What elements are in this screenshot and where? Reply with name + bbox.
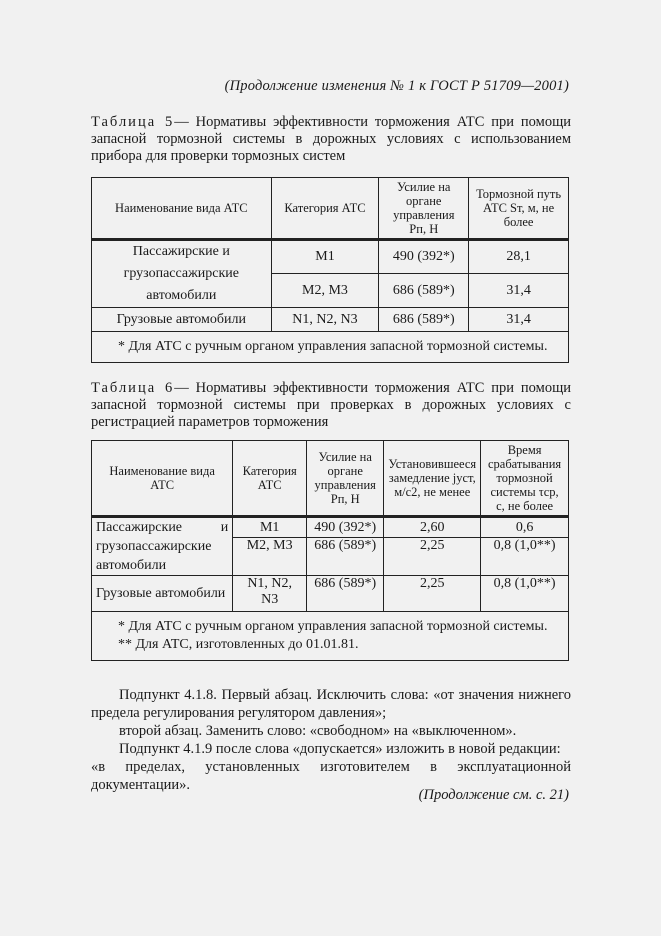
table-row	[92, 308, 569, 332]
table6-row3-force: 686 (589*)	[307, 576, 384, 612]
table6-row2-category: M2, M3	[233, 538, 307, 576]
table6-caption	[91, 380, 571, 431]
amendment-text	[91, 686, 571, 794]
table5-row1-force: 490 (392*)	[379, 240, 469, 274]
table5-row1-name: Пассажирские и грузопассажирские автомобили	[92, 240, 272, 308]
table6-header-row	[92, 441, 569, 517]
table6-row2-time: 0,8 (1,0**)	[481, 538, 569, 576]
table6-header-force: Усилие на органе управления Pп, Н	[307, 441, 384, 517]
paragraph-second: второй абзац. Заменить слово: «свободном» на «выключенном».	[119, 723, 517, 739]
table5-row1-category: M1	[271, 240, 379, 274]
table6-row3-name: Грузовые автомобили	[92, 576, 233, 612]
table5-row2-category: M2, M3	[271, 274, 379, 308]
table6-row1-deceleration: 2,60	[384, 517, 481, 538]
page-footer: (Продолжение см. с. 21)	[418, 787, 569, 803]
table6-note2: ** Для АТС, изготовленных до 01.01.81.	[118, 637, 359, 652]
table6-header-time: Время срабатывания тормозной системы τср, с, не более	[481, 441, 569, 517]
table6-row1-time: 0,6	[481, 517, 569, 538]
table6-header-deceleration: Установившееся замедление jуст, м/с2, не менее	[384, 441, 481, 517]
table5-header-row	[92, 178, 569, 240]
table5-row3-name: Грузовые автомобили	[92, 308, 272, 332]
table5-label: Таблица 5	[91, 114, 175, 130]
page-header: (Продолжение изменения № 1 к ГОСТ Р 51709—2001)	[224, 78, 569, 94]
table6-row3-time: 0,8 (1,0**)	[481, 576, 569, 612]
table6-note-row	[92, 612, 569, 661]
paragraph-4-1-9: Подпункт 4.1.9 после слова «допускается» изложить в новой редакции:	[119, 741, 561, 757]
table5-header-force: Усилие на органе управления Pп, Н	[379, 178, 469, 240]
table5-caption-text: — Нормативы эффективности торможения АТС при помощи запасной тормозной системы в дорожных условиях с использованием прибора для проверки тормозных систем	[91, 114, 572, 164]
table6-row3-deceleration: 2,25	[384, 576, 481, 612]
table6	[91, 440, 569, 661]
table5-row3-force: 686 (589*)	[379, 308, 469, 332]
paragraph-4-1-8: Подпункт 4.1.8. Первый абзац. Исключить слова: «от значения нижнего предела регулирования регулятором давления»;	[91, 687, 571, 721]
table6-row2-force: 686 (589*)	[307, 538, 384, 576]
table5-header-distance: Тормозной путь АТС Sт, м, не более	[469, 178, 569, 240]
table5-row3-category: N1, N2, N3	[271, 308, 379, 332]
table6-row1-category: M1	[233, 517, 307, 538]
table6-row2-deceleration: 2,25	[384, 538, 481, 576]
table6-header-name: Наименование вида АТС	[92, 441, 233, 517]
table6-row1-name: Пассажирские и грузопассажирские автомобили	[92, 517, 233, 576]
table5-row2-force: 686 (589*)	[379, 274, 469, 308]
table5-row3-distance: 31,4	[469, 308, 569, 332]
table6-note1: * Для АТС с ручным органом управления запасной тормозной системы.	[118, 619, 548, 634]
table6-caption-text: — Нормативы эффективности торможения АТС при помощи запасной тормозной системы при проверках в дорожных условиях с регистрацией параметров торможения	[91, 380, 572, 430]
table-row	[92, 576, 569, 612]
table6-header-category: Категория АТС	[233, 441, 307, 517]
table5-note: * Для АТС с ручным органом управления запасной тормозной системы.	[118, 339, 548, 354]
table5-note-row	[92, 332, 569, 363]
paragraph-quote: «в пределах, установленных изготовителем в эксплуатационной документации».	[91, 759, 571, 793]
table-row	[92, 240, 569, 274]
table5	[91, 177, 569, 363]
table5-row2-distance: 31,4	[469, 274, 569, 308]
table5-header-category: Категория АТС	[271, 178, 379, 240]
table-row	[92, 517, 569, 538]
table6-row3-category: N1, N2, N3	[233, 576, 307, 612]
table5-header-name: Наименование вида АТС	[92, 178, 272, 240]
table5-row1-distance: 28,1	[469, 240, 569, 274]
table5-caption	[91, 114, 571, 165]
table6-label: Таблица 6	[91, 380, 175, 396]
table6-row1-force: 490 (392*)	[307, 517, 384, 538]
